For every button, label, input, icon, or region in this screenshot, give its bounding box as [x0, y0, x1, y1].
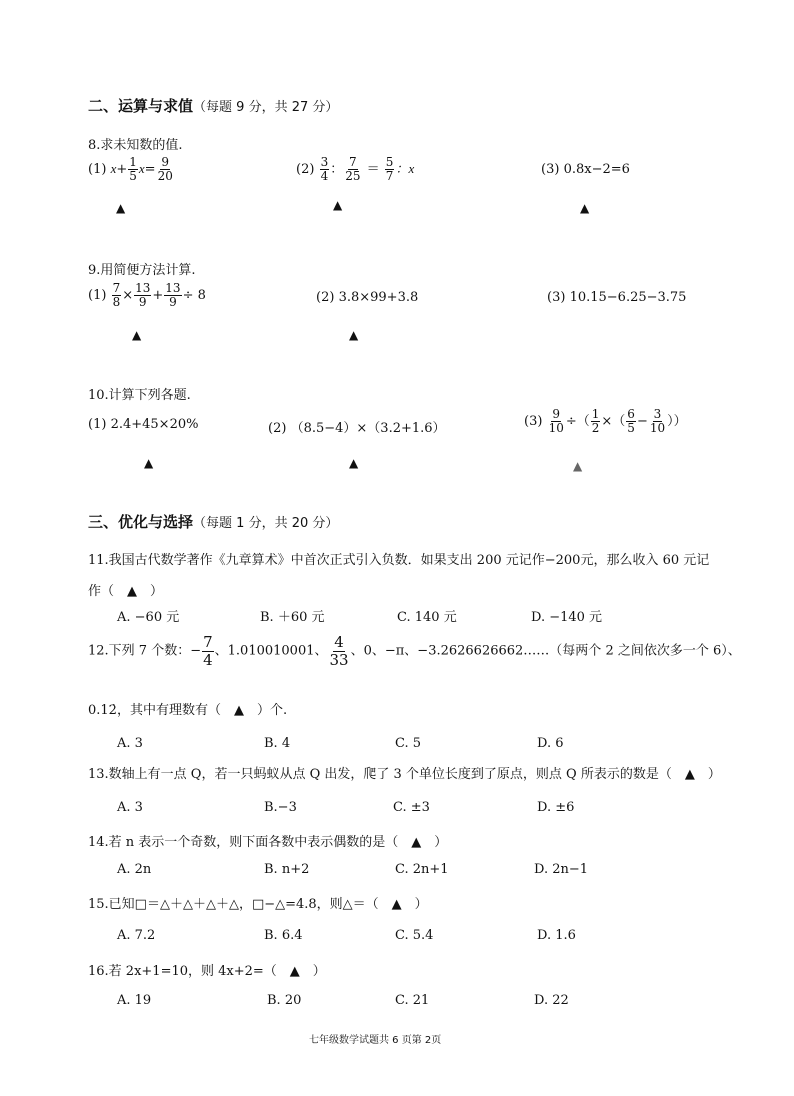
answer-mark: ▲ [580, 201, 590, 215]
q15-stem: 15.已知□＝△＋△＋△＋△，□−△=4.8，则△＝（ ▲ ） [88, 897, 428, 912]
q13-option-b: B.−3 [264, 800, 297, 815]
section-title: 优化与选择 [118, 513, 194, 531]
q16-option-c: C. 21 [395, 993, 430, 1008]
q12-line2: 0.12̇，其中有理数有（ ▲ ）个. [88, 703, 288, 718]
section-note: （每题 1 分，共 20 分） [193, 516, 339, 531]
q16-option-b: B. 20 [267, 993, 302, 1008]
q11-option-a: A. −60 元 [117, 610, 180, 625]
q9-part3: (3) 10.15−6.25−3.75 [547, 290, 687, 305]
answer-mark: ▲ [144, 456, 154, 470]
q13-option-d: D. ±6 [537, 800, 575, 815]
q10-part3: (3) $\frac{9}{10}$ ÷（ $\frac{1}{2}$ ×（ $\frac{6}{5}$ − $\frac{3}{10}$ ）） [524, 407, 687, 436]
q15-option-c: C. 5.4 [395, 928, 434, 943]
section-title: 运算与求值 [118, 97, 194, 115]
q10-part1: (1) 2.4+45×20% [88, 417, 199, 432]
page-footer: 七年级数学试题共 6 页第 2页 [309, 1035, 442, 1046]
q12-option-d: D. 6 [537, 736, 564, 751]
q13-option-a: A. 3 [117, 800, 143, 815]
q13-stem: 13.数轴上有一点 Q，若一只蚂蚁从点 Q 出发，爬了 3 个单位长度到了原点，则点 Q 所表示的数是（ ▲ ） [88, 767, 721, 782]
answer-mark: ▲ [349, 328, 359, 342]
q12-line1: 12.下列 7 个数：− $\frac{7}{4}$ 、1.010010001、 $\frac{4}{33}$ 、0、−π、−3.2626626662……（每两个 2 之间依次多一个 6）、 [88, 633, 741, 669]
q16-option-d: D. 22 [534, 993, 569, 1008]
q11-line2: 作（ ▲ ） [88, 584, 163, 599]
q14-option-d: D. 2n−1 [534, 862, 589, 877]
q15-option-d: D. 1.6 [537, 928, 576, 943]
answer-mark: ▲ [349, 456, 359, 470]
q8-stem: 8.求未知数的值. [88, 138, 183, 153]
q10-stem: 10.计算下列各题. [88, 388, 191, 403]
q16-option-a: A. 19 [117, 993, 152, 1008]
q9-stem: 9.用简便方法计算. [88, 263, 196, 278]
section-2-heading [88, 95, 338, 116]
section-note: （每题 9 分，共 27 分） [193, 100, 339, 115]
q13-option-c: C. ±3 [393, 800, 430, 815]
q14-option-c: C. 2n+1 [395, 862, 449, 877]
q11-option-c: C. 140 元 [397, 610, 457, 625]
answer-mark: ▲ [116, 201, 126, 215]
answer-mark: ▲ [333, 198, 343, 212]
q15-option-b: B. 6.4 [264, 928, 303, 943]
section-3-heading [88, 511, 338, 532]
q14-option-a: A. 2n [117, 862, 152, 877]
q8-part1: (1) x+ $\frac{1}{5}$ x= $\frac{9}{20}$ [88, 155, 173, 184]
q15-option-a: A. 7.2 [117, 928, 156, 943]
q11-line1: 11.我国古代数学著作《九章算术》中首次正式引入负数．如果支出 200 元记作−200元，那么收入 60 元记 [88, 553, 710, 568]
q14-option-b: B. n+2 [264, 862, 310, 877]
q12-option-a: A. 3 [117, 736, 143, 751]
answer-mark: ▲ [573, 459, 583, 473]
q9-part1: (1) $\frac{7}{8}$ × $\frac{13}{9}$ + $\frac{13}{9}$ ÷ 8 [88, 281, 206, 310]
q12-option-c: C. 5 [395, 736, 422, 751]
q8-part3: (3) 0.8x−2=6 [541, 162, 630, 177]
section-number: 二、 [88, 97, 119, 115]
answer-mark: ▲ [132, 328, 142, 342]
q12-option-b: B. 4 [264, 736, 291, 751]
q14-stem: 14.若 n 表示一个奇数，则下面各数中表示偶数的是（ ▲ ） [88, 835, 448, 850]
section-number: 三、 [88, 513, 119, 531]
q8-part2: (2) $\frac{3}{4}$ ： $\frac{7}{25}$ ＝ $\frac{5}{7}$ ：x [296, 155, 415, 184]
q11-option-b: B. ＋60 元 [260, 610, 325, 625]
q10-part2: (2) （8.5−4）×（3.2+1.6） [268, 421, 446, 436]
q11-option-d: D. −140 元 [531, 610, 603, 625]
q9-part2: (2) 3.8×99+3.8 [316, 290, 419, 305]
q16-stem: 16.若 2x+1=10，则 4x+2=（ ▲ ） [88, 964, 326, 979]
